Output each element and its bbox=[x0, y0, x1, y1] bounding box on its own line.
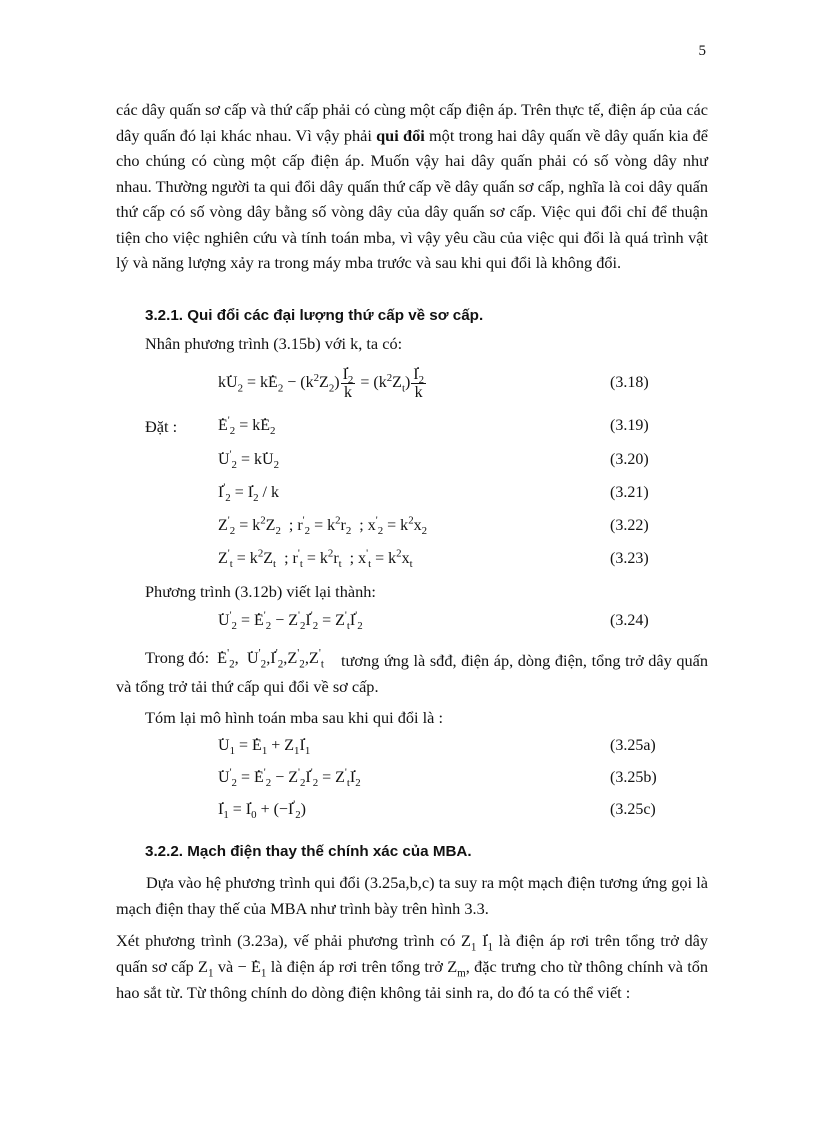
where-paragraph: tương ứng là sđđ, điện áp, dòng điện, tổng trở dây quấn và tổng trở tải thứ cấp qui đổi về sơ cấp. bbox=[116, 651, 708, 696]
sec2-paragraph-2: Xét phương trình (3.23a), vế phải phương trình có $Z_1$ I $._1$ là điện áp rơi trên tổng trở dây quấn sơ cấp $Z_1$ và − E $._1$ là điện áp rơi trên tổng trở $Z_m$, đặc trưng cho từ thông chính và tổn hao sắt từ. Từ thông chính do dòng điện không tải sinh ra, do đó ta có thể viết : bbox=[116, 928, 708, 1006]
lead-text: Nhân phương trình (3.15b) với k, ta có: bbox=[145, 334, 403, 353]
equation-3-23: $Z'_t = k^2Z_t$ ; $r'_t = k^2r_t$ ; $x'_t = k^2x_t$ bbox=[218, 547, 413, 571]
eq-number: (3.25c) bbox=[610, 801, 656, 818]
equation-3-25c: I $._1 = I$ $._0 + (-I$ $.'_2$) bbox=[218, 801, 306, 819]
equation-3-22: $Z'_2 = k^2Z_2$ ; $r'_2 = k^2r_2$ ; $x'_2 = k^2x_2$ bbox=[218, 514, 428, 538]
summary-text: Tóm lại mô hình toán mba sau khi qui đổi là : bbox=[145, 708, 443, 727]
eq-number: (3.25b) bbox=[610, 769, 657, 786]
equation-3-25a: U $._1 = E$ $._1 + Z_1I$ $._1$ bbox=[218, 737, 310, 755]
page-number: 5 bbox=[698, 43, 706, 59]
eq-number: (3.19) bbox=[610, 417, 649, 434]
sec2-paragraph-1: Dựa vào hệ phương trình qui đổi (3.25a,b,c) ta suy ra một mạch điện tương ứng gọi là mạch điện thay thế của MBA như trình bày trên hình 3.3. bbox=[116, 873, 708, 918]
equation-3-24: U $.'_2 = E$ $.'_2 - Z'_2I$ $.'_2 = Z'_tI$ $.'_2$ bbox=[218, 612, 363, 630]
rewrite-text: Phương trình (3.12b) viết lại thành: bbox=[145, 582, 376, 601]
eq-number: (3.22) bbox=[610, 517, 649, 534]
eq-number: (3.18) bbox=[610, 374, 649, 391]
eq-number: (3.24) bbox=[610, 612, 649, 629]
equation-3-19: E $.'_2$ = kE $._2$ bbox=[218, 417, 275, 435]
eq-number: (3.25a) bbox=[610, 737, 656, 754]
equation-3-18: kU $._2$ = kE $._2 - (k^2Z_2)$ $\frac{I ._2}{k}$ = $(k^2Z_t)$ $\frac{I ._2}{k}$ bbox=[218, 366, 427, 401]
where-line: Trong đó: E $.'_2$, U $.'_2,I$ $.'_2,Z'_2,Z'_t$ bbox=[145, 648, 737, 668]
equation-3-21: I $.'_2 = I$ $._2$ / k bbox=[218, 484, 279, 502]
section-title-3-2-1: 3.2.1. Qui đổi các đại lượng thứ cấp về sơ cấp. bbox=[145, 307, 484, 324]
dat-label: Đặt : bbox=[145, 417, 178, 436]
equation-3-25b: U $.'_2 = E$ $.'_2 - Z'_2I$ $.'_2 = Z'_tI$ $._2$ bbox=[218, 769, 361, 787]
eq-number: (3.23) bbox=[610, 550, 649, 567]
equation-3-20: U $.'_2$ = kU $._2$ bbox=[218, 451, 279, 469]
section-title-3-2-2: 3.2.2. Mạch điện thay thế chính xác của MBA. bbox=[145, 843, 472, 860]
intro-paragraph: các dây quấn sơ cấp và thứ cấp phải có cùng một cấp điện áp. Trên thực tế, điện áp của các dây quấn đó lại khác nhau. Vì vậy phải qui đổi một trong hai dây quấn về dây quấn kia để cho chúng có cùng một cấp điện áp. Muốn vậy hai dây quấn phải có số vòng dây như nhau. Thường người ta qui đổi dây quấn thứ cấp về dây quấn sơ cấp, nghĩa là coi dây quấn thứ cấp có số vòng dây bằng số vòng dây của dây quấn sơ cấp. Việc qui đổi chỉ để thuận tiện cho việc nghiên cứu và tính toán mba, vì vậy yêu cầu của việc qui đổi là quá trình vật lý và năng lượng xảy ra trong máy mba trước và sau khi qui đổi là không đổi. bbox=[116, 100, 708, 272]
eq-number: (3.20) bbox=[610, 451, 649, 468]
eq-number: (3.21) bbox=[610, 484, 649, 501]
